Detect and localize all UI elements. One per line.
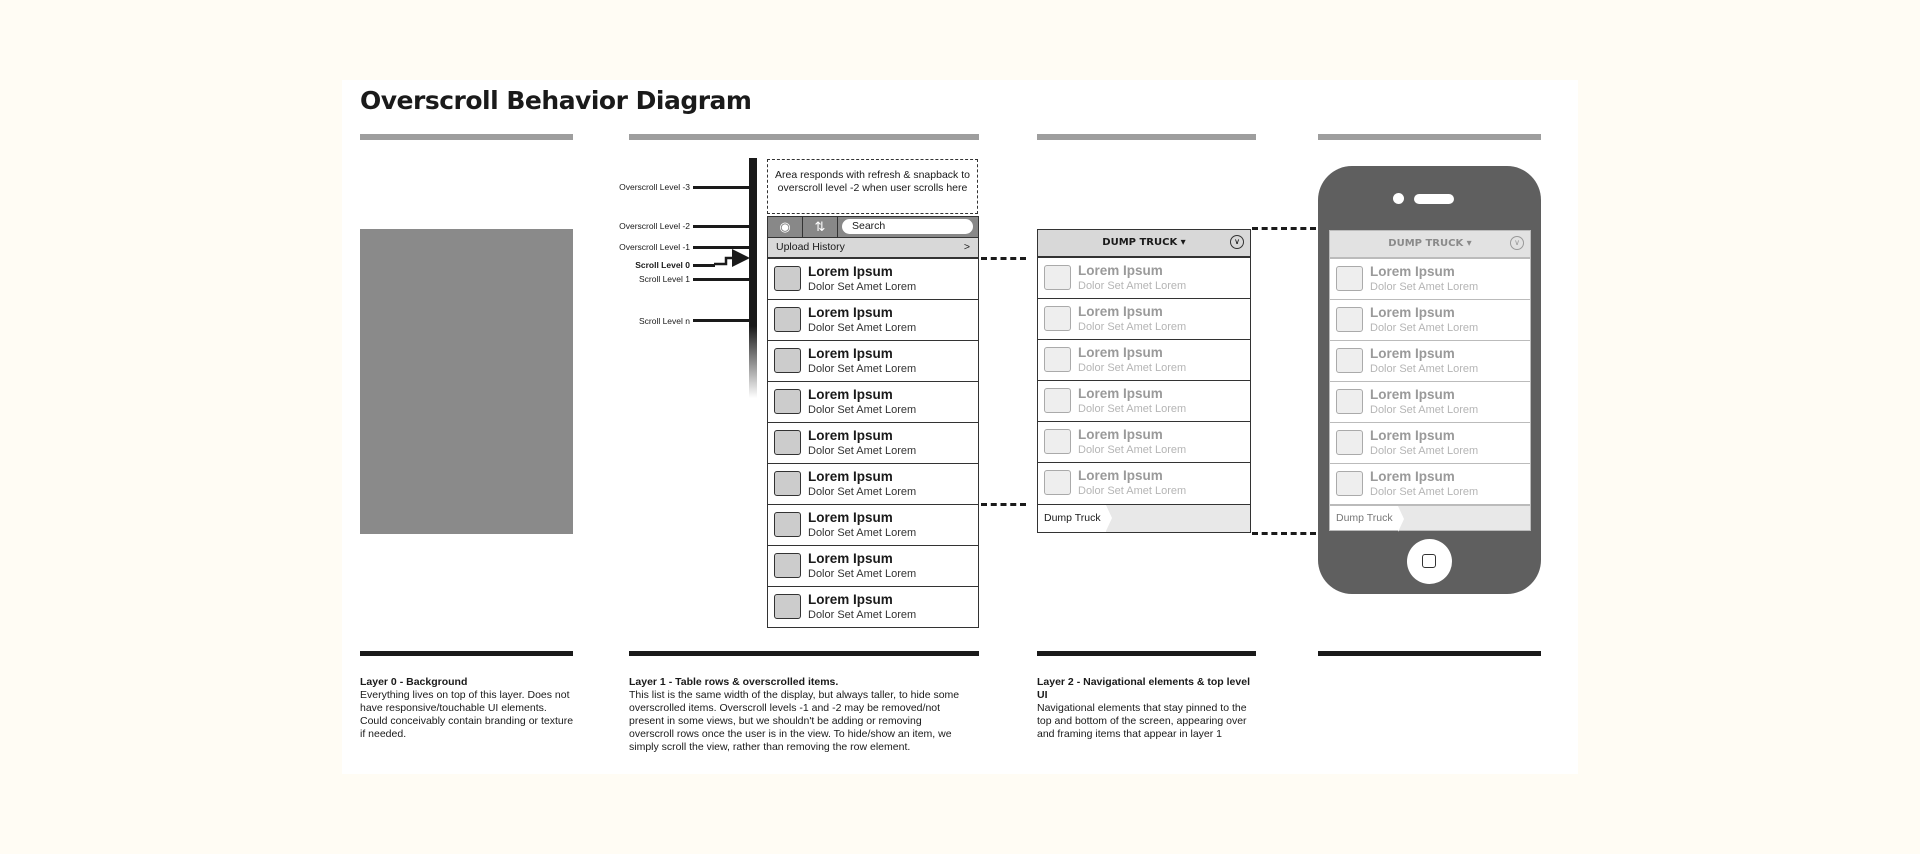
row-title: Lorem Ipsum: [808, 264, 893, 279]
scroll-level-arrow-icon: [712, 246, 752, 270]
layer2-caption: [1037, 676, 1262, 741]
thumbnail: [1336, 471, 1363, 496]
thumbnail: [1336, 389, 1363, 414]
thumbnail: [774, 430, 801, 455]
layer2-faded-rows: [1037, 257, 1251, 505]
row-subtitle: Dolor Set Amet Lorem: [1370, 363, 1479, 375]
level-label: Overscroll Level -1: [619, 242, 690, 252]
page-title: Overscroll Behavior Diagram: [360, 86, 752, 115]
thumbnail: [1044, 470, 1071, 495]
thumbnail: [1044, 388, 1071, 413]
speaker-icon: [1414, 194, 1454, 204]
list-item: [1330, 259, 1530, 300]
caption-heading: Layer 1 - Table rows & overscrolled items.: [629, 676, 839, 688]
thumbnail: [1336, 266, 1363, 291]
nav-tab-bar: [1037, 504, 1251, 533]
row-title: Lorem Ipsum: [808, 346, 893, 361]
upload-history-label: Upload History: [776, 241, 845, 253]
level-tick: [693, 186, 749, 189]
upload-history-row[interactable]: [767, 238, 979, 258]
level-label: Scroll Level n: [638, 316, 690, 326]
phone-nav-header: [1329, 230, 1531, 258]
list-item: [1330, 341, 1530, 382]
row-subtitle: Dolor Set Amet Lorem: [1078, 403, 1187, 415]
table-row[interactable]: [768, 505, 978, 546]
row-subtitle: Dolor Set Amet Lorem: [808, 322, 917, 334]
row-title: Lorem Ipsum: [1370, 346, 1455, 361]
table-row[interactable]: [768, 341, 978, 382]
caption-body: This list is the same width of the display, but always taller, to hide some overscrolled items. Overscroll levels -1 and -2 may be removed/not present in some views, but we shouldn't be adding or removing overscroll rows once the user is in the view. To hide/show an item, we simply scroll the view, rather than removing the row element.: [629, 689, 960, 753]
row-subtitle: Dolor Set Amet Lorem: [808, 486, 917, 498]
tab-dump-truck[interactable]: Dump Truck: [1330, 506, 1398, 530]
home-button[interactable]: [1407, 539, 1452, 584]
chevron-down-icon[interactable]: ∨: [1510, 236, 1524, 250]
row-subtitle: Dolor Set Amet Lorem: [808, 404, 917, 416]
caption-body: Everything lives on top of this layer. Does not have responsive/touchable UI elements. Could conceivably contain branding or texture if needed.: [360, 689, 574, 740]
caption-heading: Layer 2 - Navigational elements & top level UI: [1037, 676, 1250, 701]
column-bottom-bar: [360, 651, 573, 656]
row-title: Lorem Ipsum: [808, 510, 893, 525]
nav-header: [1037, 229, 1251, 257]
table-row[interactable]: [768, 423, 978, 464]
row-subtitle: Dolor Set Amet Lorem: [808, 609, 917, 621]
thumbnail: [774, 266, 801, 291]
level-label: Overscroll Level -2: [619, 221, 690, 231]
row-title: Lorem Ipsum: [808, 428, 893, 443]
connector-dash: [981, 257, 1026, 260]
column-bottom-bar: [629, 651, 979, 656]
column-bottom-bar: [1037, 651, 1256, 656]
row-title: Lorem Ipsum: [808, 551, 893, 566]
level-label: Scroll Level 1: [638, 274, 690, 284]
caption-body: Navigational elements that stay pinned to the top and bottom of the screen, appearing over and framing items that appear in layer 1: [1037, 702, 1247, 740]
level-label: Overscroll Level -3: [619, 182, 690, 192]
camera-icon: [1393, 193, 1404, 204]
row-title: Lorem Ipsum: [1370, 387, 1455, 402]
nav-title[interactable]: DUMP TRUCK ▾: [1388, 238, 1472, 249]
list-item: [1038, 299, 1250, 340]
row-title: Lorem Ipsum: [1078, 304, 1163, 319]
row-title: Lorem Ipsum: [1370, 264, 1455, 279]
row-title: Lorem Ipsum: [1370, 305, 1455, 320]
thumbnail: [774, 471, 801, 496]
connector-dash: [1252, 532, 1316, 535]
layer1-caption: [629, 676, 969, 754]
column-top-bar: [1037, 134, 1256, 140]
row-subtitle: Dolor Set Amet Lorem: [1370, 281, 1479, 293]
row-subtitle: Dolor Set Amet Lorem: [1370, 322, 1479, 334]
thumbnail: [1044, 306, 1071, 331]
thumbnail: [1336, 430, 1363, 455]
table-row[interactable]: [768, 464, 978, 505]
thumbnail: [1336, 348, 1363, 373]
phone-tab-bar: [1329, 505, 1531, 531]
row-subtitle: Dolor Set Amet Lorem: [1370, 486, 1479, 498]
row-title: Lorem Ipsum: [808, 387, 893, 402]
phone-faded-rows: [1329, 258, 1531, 505]
column-bottom-bar: [1318, 651, 1541, 656]
thumbnail: [1336, 307, 1363, 332]
row-title: Lorem Ipsum: [1370, 469, 1455, 484]
table-row[interactable]: [768, 587, 978, 628]
row-subtitle: Dolor Set Amet Lorem: [1078, 485, 1187, 497]
row-subtitle: Dolor Set Amet Lorem: [808, 445, 917, 457]
row-title: Lorem Ipsum: [808, 592, 893, 607]
sort-icon[interactable]: ⇅: [803, 217, 838, 237]
list-item: [1038, 422, 1250, 463]
nav-title[interactable]: DUMP TRUCK ▾: [1102, 237, 1186, 248]
row-title: Lorem Ipsum: [1370, 428, 1455, 443]
layer0-caption: [360, 676, 575, 741]
list-item: [1330, 423, 1530, 464]
level-tick: [693, 278, 749, 281]
column-top-bar: [360, 134, 573, 140]
table-row[interactable]: [768, 382, 978, 423]
thumbnail: [1044, 265, 1071, 290]
thumbnail: [1044, 347, 1071, 372]
caption-heading: Layer 0 - Background: [360, 676, 468, 688]
list-item: [1038, 258, 1250, 299]
row-subtitle: Dolor Set Amet Lorem: [808, 363, 917, 375]
column-top-bar: [1318, 134, 1541, 140]
layer1-table: [767, 258, 979, 628]
layer0-background: [360, 229, 573, 534]
thumbnail: [774, 389, 801, 414]
list-item: [1330, 464, 1530, 505]
level-tick: [693, 225, 749, 228]
row-subtitle: Dolor Set Amet Lorem: [1078, 362, 1187, 374]
refresh-area-note: Area responds with refresh & snapback to overscroll level -2 when user scrolls here: [767, 159, 978, 214]
row-title: Lorem Ipsum: [808, 469, 893, 484]
row-subtitle: Dolor Set Amet Lorem: [1370, 445, 1479, 457]
row-subtitle: Dolor Set Amet Lorem: [1370, 404, 1479, 416]
list-item: [1038, 340, 1250, 381]
list-toolbar: [767, 216, 979, 238]
row-title: Lorem Ipsum: [1078, 263, 1163, 278]
table-row[interactable]: [768, 259, 978, 300]
list-item: [1038, 463, 1250, 504]
search-input[interactable]: Search: [842, 219, 973, 234]
list-item: [1038, 381, 1250, 422]
level-tick: [693, 319, 749, 322]
list-item: [1330, 300, 1530, 341]
list-item: [1330, 382, 1530, 423]
chevron-down-icon[interactable]: ∨: [1230, 235, 1244, 249]
row-subtitle: Dolor Set Amet Lorem: [808, 281, 917, 293]
row-subtitle: Dolor Set Amet Lorem: [1078, 444, 1187, 456]
home-square-icon: [1422, 554, 1436, 568]
scroll-ruler: [749, 158, 757, 398]
table-row[interactable]: [768, 300, 978, 341]
row-subtitle: Dolor Set Amet Lorem: [1078, 280, 1187, 292]
eye-icon[interactable]: ◉: [768, 217, 803, 237]
row-subtitle: Dolor Set Amet Lorem: [1078, 321, 1187, 333]
row-subtitle: Dolor Set Amet Lorem: [808, 527, 917, 539]
thumbnail: [774, 512, 801, 537]
row-title: Lorem Ipsum: [1078, 345, 1163, 360]
connector-dash: [981, 503, 1026, 506]
chevron-right-icon: >: [963, 241, 970, 253]
column-top-bar: [629, 134, 979, 140]
row-title: Lorem Ipsum: [1078, 386, 1163, 401]
tab-dump-truck[interactable]: Dump Truck: [1038, 505, 1106, 532]
row-title: Lorem Ipsum: [808, 305, 893, 320]
thumbnail: [774, 553, 801, 578]
row-title: Lorem Ipsum: [1078, 468, 1163, 483]
connector-dash: [1252, 227, 1316, 230]
thumbnail: [774, 594, 801, 619]
table-row[interactable]: [768, 546, 978, 587]
thumbnail: [1044, 429, 1071, 454]
thumbnail: [774, 348, 801, 373]
level-label: Scroll Level 0: [635, 260, 690, 270]
row-subtitle: Dolor Set Amet Lorem: [808, 568, 917, 580]
row-title: Lorem Ipsum: [1078, 427, 1163, 442]
thumbnail: [774, 307, 801, 332]
